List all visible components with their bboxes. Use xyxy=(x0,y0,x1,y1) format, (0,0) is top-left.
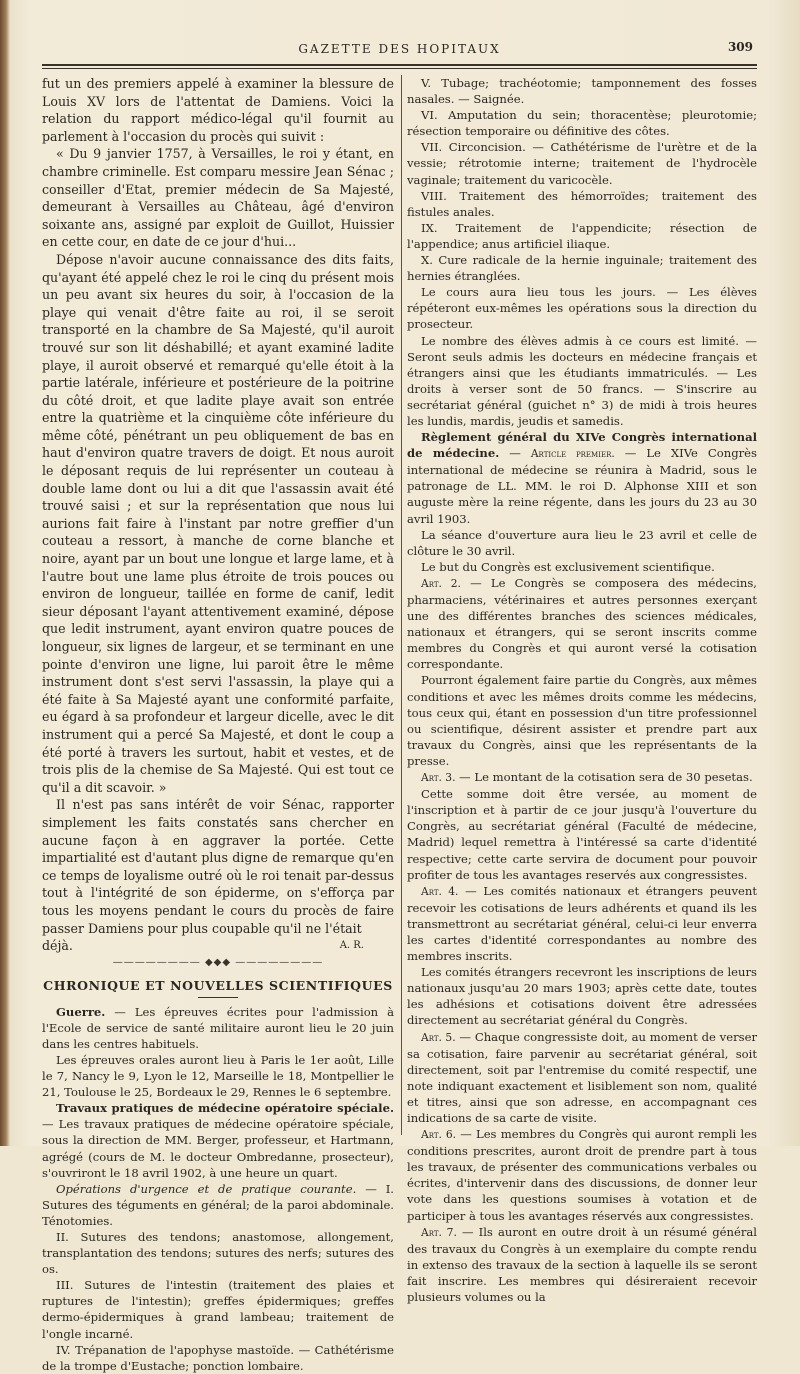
paragraph: Il n'est pas sans intérêt de voir Sénac, rapporter simplement les faits constatés sans chercher en aucune façon à en aggraver la portée. Cette impartialité est d'autant plus digne de remarque qu'en ce temps de loyalisme outré où le roi tenait par-dessus tout à l'intégrité de son épiderme, on s'efforça par tous les moyens pendant le cours du procès de faire passer Damiens pour plus coupable qu'il ne l'était xyxy=(42,797,394,936)
news-item: Règlement général du XIVe Congrès international de médecine. — Article premier. — Le XIVe Congrès international de médecine se réunira à Madrid, sous le patronage de LL. MM. le roi D. Alphonse XIII et son auguste mère la reine régente, dans les jours du 23 au 30 avril 1903. xyxy=(407,430,757,526)
paragraph: Le but du Congrès est exclusivement scientifique. xyxy=(421,559,715,574)
paragraph: Pourront également faire partie du Congrès, aux mêmes conditions et avec les mêmes droits comme les médecins, tous ceux qui, étant en possession d'un titre professionnel ou scientifique, désirent assister et prendre part aux travaux du Congrès, ainsi que les représentants de la presse. xyxy=(407,673,757,768)
article xyxy=(407,1224,757,1305)
list-item: X. Cure radicale de la hernie inguinale; traitement des hernies étranglées. xyxy=(407,253,757,284)
section-rule xyxy=(198,997,238,998)
list-item: III. Sutures de l'intestin (traitement des plaies et ruptures de l'intestin); greffes épidermiques; greffes dermo-épidermiques à grand lambeau; traitement de l'ongle incarné. xyxy=(42,1278,394,1341)
news-item xyxy=(42,1100,394,1180)
paragraph: Les épreuves orales auront lieu à Paris le 1er août, Lille le 7, Nancy le 9, Lyon le 12, Marseille le 18, Montpellier le 21, Toulouse le 25, Bordeaux le 29, Rennes le 6 septembre. xyxy=(42,1052,394,1100)
article xyxy=(407,883,757,964)
article-label: Art. 6. xyxy=(421,1128,456,1142)
left-column xyxy=(42,75,394,1373)
news-text: — Les travaux pratiques de médecine opératoire spéciale, sous la direction de MM. Berger, professeur, et Hartmann, agrégé (cours de M. le docteur Ombredanne, prosecteur), s'ouvriront le 18 avril 1902, à une heure un quart. xyxy=(42,1117,394,1180)
news-item xyxy=(42,1004,394,1052)
article-text: — Ils auront en outre droit à un résumé général des travaux du Congrès à un exemplaire du compte rendu in extenso des travaux de la section à laquelle ils se seront fait inscrire. Les membres qui désireraient recevoir plusieurs volumes ou la xyxy=(407,1224,757,1305)
paragraph: Le cours aura lieu tous les jours. — Les élèves répéteront eux-mêmes les opérations sous la direction du prosecteur. xyxy=(407,285,757,332)
right-column xyxy=(407,75,757,1305)
list-item: VIII. Traitement des hémorroïdes; traitement des fistules anales. xyxy=(407,188,757,219)
article xyxy=(407,1029,757,1127)
news-text: — Les épreuves écrites pour l'admission à l'Ecole de service de santé militaire auront lieu le 20 juin dans les centres habituels. xyxy=(42,1004,394,1051)
article xyxy=(407,575,757,673)
signature-line xyxy=(42,937,394,955)
page-binding-edge xyxy=(0,0,10,1146)
news-lead: Règlement général du XIVe Congrès international de médecine. xyxy=(407,430,757,461)
ornament-divider: ———————— ◆◆◆ ———————— xyxy=(112,956,324,968)
article-text: — Les comités nationaux et étrangers peuvent recevoir les cotisations de leurs adhérents et quand ils les transmettront au secrétariat général, celui-ci leur enverra les cartes d'identité correspondantes au nombre des membres inscrits. xyxy=(407,883,757,964)
paragraph: Le nombre des élèves admis à ce cours est limité. — Seront seuls admis les docteurs en médecine français et étrangers ainsi que les étudiants immatriculés. — Les droits à verser sont de 50 francs. — S'inscrire au secrétariat général (guichet n° 3) de midi à trois heures les lundis, mardis, jeudis et samedis. xyxy=(407,333,757,428)
list-item: IX. Traitement de l'appendicite; résection de l'appendice; anus artificiel iliaque. xyxy=(407,220,757,251)
article-text: — Les membres du Congrès qui auront rempli les conditions prescrites, auront droit de prendre part à tous les travaux, de présenter des communications verbales ou écrites, d'intervenir dans des discussions, de donner leur vote dans les questions soumises à votation et de participer à tous les avantages réservés aux congressistes. xyxy=(407,1127,757,1223)
header-rule xyxy=(42,64,757,66)
paragraph: fut un des premiers appelé à examiner la blessure de Louis XV lors de l'attentat de Damiens. Voici la relation du rapport médico-légal qu'il fournit au parlement à l'occasion du procès qui suivit : xyxy=(42,76,394,144)
article-label: Art. 3. xyxy=(421,771,456,785)
news-text: — Le XIVe Congrès international de médecine se réunira à Madrid, sous le patronage de LL. MM. le roi D. Alphonse XIII et son auguste mère la reine régente, dans les jours du 23 au 30 avril 1903. xyxy=(407,446,757,526)
paragraph: Cette somme doit être versée, au moment de l'inscription et à partir de ce jour jusqu'à l'ouverture du Congrès, au secrétariat général (Faculté de médecine, Madrid) lequel remettra à l'intéressé sa carte d'identité respective; cette carte servira de document pour pouvoir profiter de tous les avantages reservés aux congressistes. xyxy=(407,787,757,882)
page-header xyxy=(42,40,757,62)
article-label: Art. 4. xyxy=(421,884,459,898)
paragraph: Les comités étrangers recevront les inscriptions de leurs nationaux jusqu'au 20 mars 1903; après cette date, toutes les adhésions et cotisations doivent être adressées directement au secrétariat général du Congrès. xyxy=(407,965,757,1028)
column-divider xyxy=(401,75,402,1135)
paragraph: La séance d'ouverture aura lieu le 23 avril et celle de clôture le 30 avril. xyxy=(407,527,757,558)
news-text: — I. Sutures des téguments en général; de la paroi abdominale. Ténotomies. xyxy=(42,1181,394,1228)
list-item: II. Sutures des tendons; anastomose, allongement, transplantation des tendons; sutures des nerfs; sutures des os. xyxy=(42,1230,394,1277)
article xyxy=(407,1126,757,1224)
italic-heading: Opérations d'urgence et de pratique courante. xyxy=(56,1181,357,1196)
paragraph: Dépose n'avoir aucune connaissance des dits faits, qu'ayant été appelé chez le roi le cinq du présent mois un peu avant six heures du soir, à l'occasion de la playe qui venait d'être faite au roi, il se seroit transporté en la chambre de Sa Majesté, qu'il auroit trouvé sur son lit déshabillé; et ayant examiné ladite playe, il auroit observé et remarqué qu'elle étoit à la partie latérale, inférieure et postérieure de la poitrine du côté droit, et que ladite playe avait son entrée entre la quatrième et la cinquième côte inférieure du même côté, pénétrant un peu obliquement de bas en haut d'environ quatre travers de doigt. Et nous auroit le déposant requis de lui représenter un couteau à double lame dont ou lui a dit que l'assassin avait été trouvé saisi ; et sur la représentation que nous lui aurions fait faire à l'instant par notre greffier d'un couteau a ressort, à manche de corne blanche et noire, ayant par un bout une longue et large lame, et à l'autre bout une lame plus étroite de trois pouces ou environ de longueur, taillée en forme de canif, ledit sieur déposant l'ayant attentivement examiné, dépose que ledit instrument, ayant environ quatre pouces de longueur, six lignes de largeur, et se terminant en une pointe d'environ une ligne, lui paroit être le même instrument dont s'est servi l'assassin, la playe qui a été faite à Sa Majesté ayant une conformité parfaite, eu égard à sa profondeur et largeur dicelle, avec le dit instrument qui a percé Sa Majesté, et dont le coup a été porté à travers les surtout, habit et vestes, et de trois plis de la chemise de Sa Majesté. Qui est tout ce qu'il a dit scavoir. » xyxy=(42,251,394,795)
list-item: V. Tubage; trachéotomie; tamponnement des fosses nasales. — Saignée. xyxy=(407,76,757,107)
journal-title: GAZETTE DES HOPITAUX xyxy=(298,42,501,56)
article-label: Art. 2. xyxy=(421,576,461,590)
article-text: — Chaque congressiste doit, au moment de verser sa cotisation, faire parvenir au secrétariat général, soit directement, soit par l'entremise du comité respectif, une note indiquant exactement et lisiblement son nom, qualité et titres, ainsi que son adresse, en accompagnant ces indications de sa carte de visite. xyxy=(407,1029,757,1125)
article-label: Article premier. xyxy=(530,447,615,461)
news-lead: Travaux pratiques de médecine opératoire spéciale. xyxy=(56,1101,394,1116)
page-number: 309 xyxy=(727,40,753,54)
article xyxy=(407,769,757,786)
news-lead: Guerre. xyxy=(56,1004,106,1019)
article-label: Art. 7. xyxy=(421,1225,457,1239)
article-label: Art. 5. xyxy=(421,1030,456,1044)
paragraph: « Du 9 janvier 1757, à Versailles, le roi y étant, en chambre criminelle. Est comparu messire Jean Sénac ; conseiller d'Etat, premier médecin de Sa Majesté, demeurant à Versailles au Château, âgé d'environ soixante ans, assigné par exploit de Guillot, Huissier en cette cour, en date de ce jour d'hui... xyxy=(42,146,394,250)
list-item: VII. Circoncision. — Cathétérisme de l'urètre et de la vessie; rétrotomie interne; traitement de l'hydrocèle vaginale; traitement du varicocèle. xyxy=(407,140,757,187)
list-item: IV. Trépanation de l'apophyse mastoïde. — Cathétérisme de la trompe d'Eustache; ponction lombaire. xyxy=(42,1342,394,1373)
article-text: — Le Congrès se composera des médecins, pharmaciens, vétérinaires et autres personnes exerçant une des différentes branches des sciences médicales, nationaux et étrangers, qui se seront inscrits comme membres du Congrès et qui auront versé la cotisation correspondante. xyxy=(407,575,757,672)
list-item: VI. Amputation du sein; thoracentèse; pleurotomie; résection temporaire ou définitive des côtes. xyxy=(407,108,757,139)
section-title: CHRONIQUE ET NOUVELLES SCIENTIFIQUES xyxy=(43,977,393,993)
author-initials: A. R. xyxy=(339,940,364,952)
article-text: — Le montant de la cotisation sera de 30 pesetas. xyxy=(455,770,753,785)
header-rule-thin xyxy=(42,68,757,69)
news-item xyxy=(42,1181,394,1229)
paragraph-end: déjà. xyxy=(42,938,73,954)
